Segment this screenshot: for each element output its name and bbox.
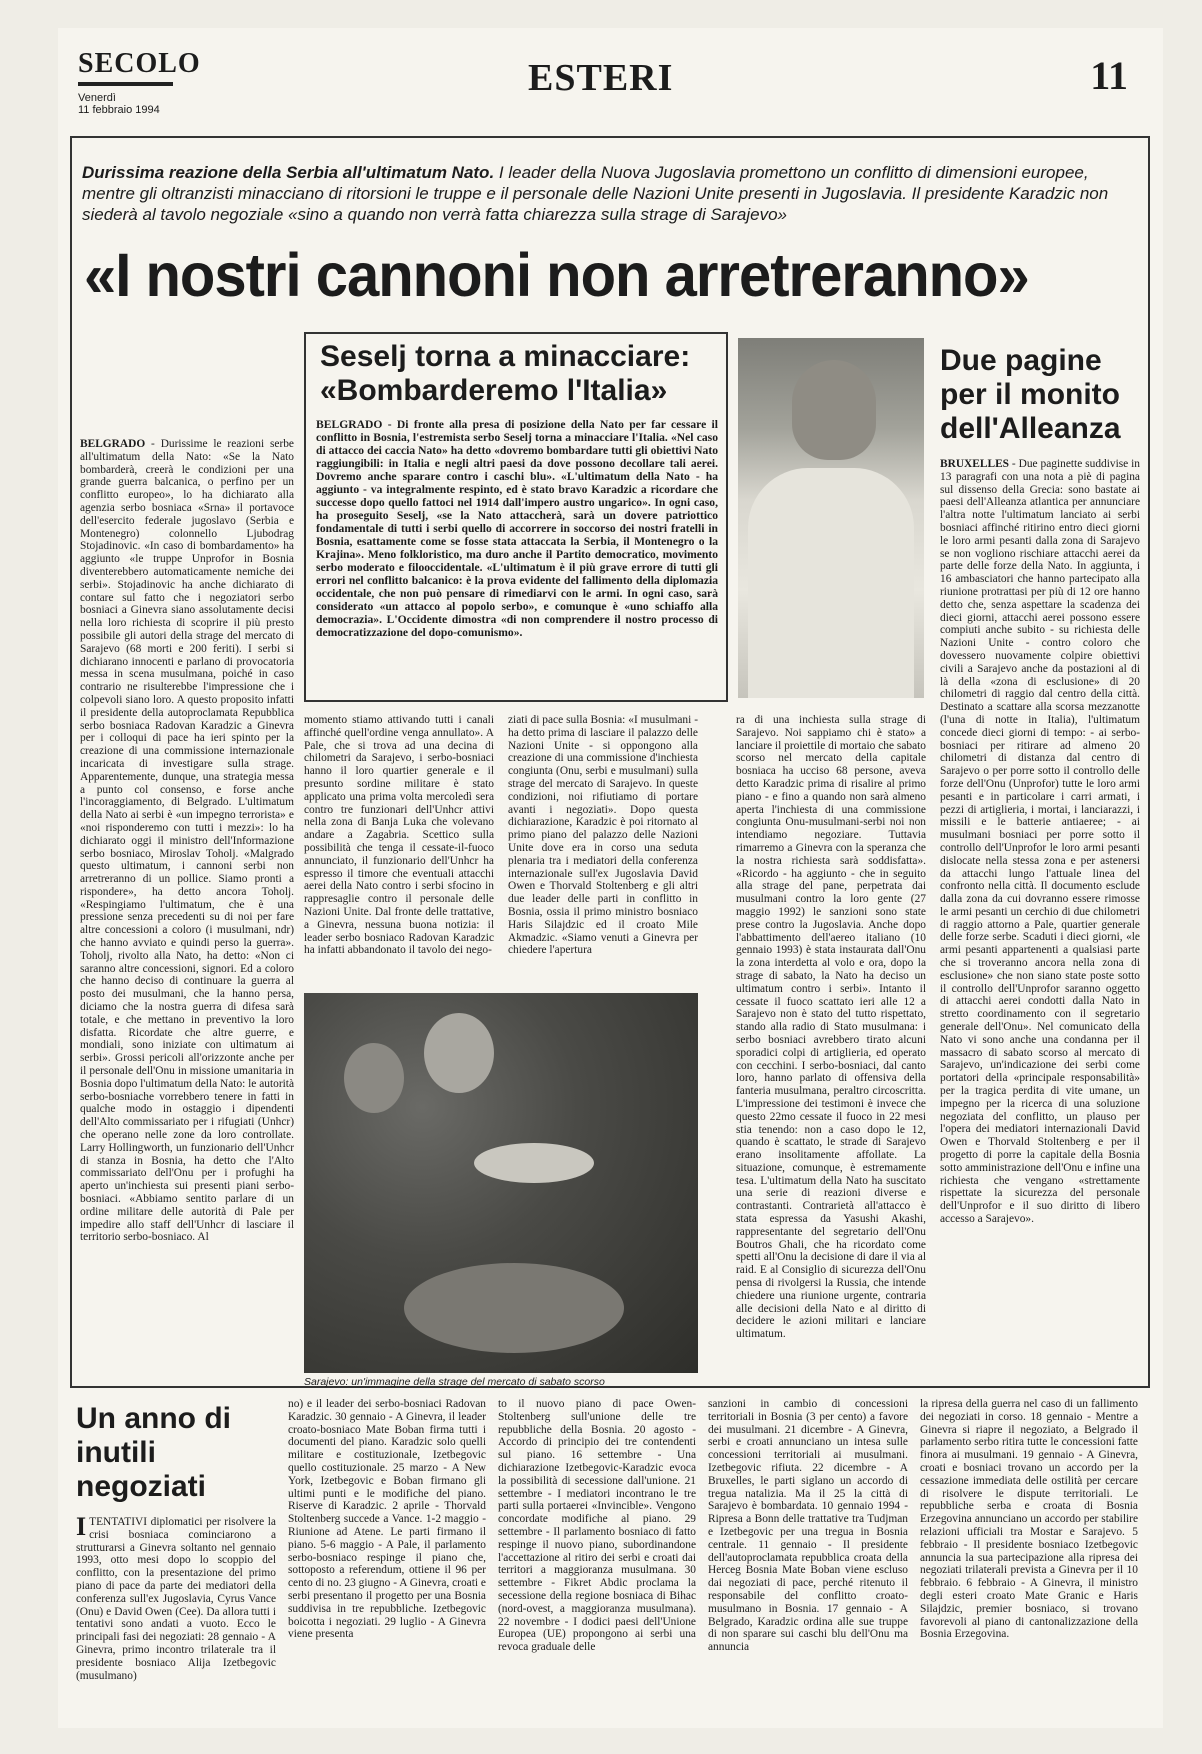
main-article-box: [70, 136, 1150, 1388]
masthead: [78, 40, 1148, 120]
seselj-photo: [738, 338, 924, 698]
negotiations-column-4: sanzioni in cambio di concessioni territoriali in Bosnia (3 per cento) a favore dei musulmani. 21 dicembre - A Ginevra, serbi e croati annunciano un intesa sulle concessioni territoriali ai musulmani. Izetbegovic rifiuta. 22 dicembre - A Bruxelles, le parti siglano un accordo di tregua natalizia. Ma il 25 la città di Sarajevo è bombardata. 10 gennaio 1994 - Ripresa a Bonn delle trattative tra Tudjman e Izetbegovic per una tregua in Bosnia centrale. 11 gennaio - Il presidente dell'autoproclamata repubblica croata della Herceg Bosnia Mate Boban viene escluso dai negoziati di pace, perché ritenuto il responsabile del conflitto croato-musulmano in Bosnia. 17 gennaio - A Belgrado, Karadzic ordina alle sue truppe di non sparare sui caschi blu dell'Onu ma annuncia: [708, 1398, 908, 1654]
nato-headline: Due pagine per il monito dell'Alleanza: [940, 344, 1121, 445]
nato-article: [940, 458, 1140, 1383]
negotiations-section: [70, 1398, 1150, 1718]
article-column-4: ra di una inchiesta sulla strage di Sarajevo. Noi sappiamo chi è stato» a lanciare il proiettile di mortaio che sabato scorso nel mercato della capitale bosniaca ha ucciso 68 persone, aveva detto Karadzic prima di risalire al primo piano - e fino a quando non sarà almeno aperta l'inchiesta di una commissione congiunta Onu-musulmani-serbi noi non intendiamo negoziare. Tuttavia rimarremo a Ginevra con la speranza che la nostra richiesta sarà soddisfatta». «Ricordo - ha aggiunto - che in seguito alla strage del pane, perpetrata dai musulmani contro la loro gente (27 maggio 1992) le sanzioni sono state prese contro la Jugoslavia. Anche dopo l'abbattimento dell'aereo italiano (10 gennaio 1993) è stata instaurata dall'Onu la zona interdetta al volo e ora, dopo la strage di sabato, la Nato ha deciso un ultimatum contro i serbi». Intanto il cessate il fuoco scattato ieri alle 12 a Sarajevo non è stato del tutto rispettato, stando alla radio di Stato musulmana: i serbo bosniaci avrebbero tirato alcuni sporadici colpi di artiglieria, ed operato con cecchini. I serbo-bosniaci, dal canto loro, hanno parlato di offensiva della fanteria musulmana, peraltro circoscritta. L'impressione dei testimoni è invece che questo 22mo cessate il fuoco in 22 mesi stia tenendo: non a caso dopo le 12, quando è scattato, le strade di Sarajevo erano insolitamente affollate. La situazione, comunque, è estremamente tesa. L'ultimatum della Nato ha suscitato una serie di reazioni diverse e contrastanti. Contrarietà all'attacco è stata espressa da Yasushi Akashi, rappresentante del segretario dell'Onu Boutros Ghali, che ha ricordato come spetti all'Onu la decisione di dare il via al raid. E al Consiglio di sicurezza dell'Onu pensa di rivolgersi la Russia, che intende chiedere una riunione urgente, contraria alle decisioni della Nato e al diritto di decidere le azioni militari e lanciare ultimatum.: [736, 714, 926, 1341]
photo-figure-shirt: [748, 468, 914, 698]
main-headline: «I nostri cannoni non arretreranno»: [84, 241, 1029, 310]
kicker-bold: Durissima reazione della Serbia all'ultimatum Nato.: [82, 163, 495, 182]
issue-day: Venerdì: [78, 92, 116, 104]
drop-cap: I: [76, 1516, 87, 1541]
negotiations-column-3: to il nuovo piano di pace Owen-Stoltenberg sull'unione delle tre repubbliche della Bosnia. 20 agosto - Accordo di principio dei tre contendenti sul piano. 16 settembre - Una dichiarazione Izetbegovic-Karadzic evoca la possibilità di secessione dall'unione. 21 settembre - I mediatori incontrano le tre parti sulla portaerei «Invincible». Vengono concordate modifiche al piano. 29 settembre - Il parlamento bosniaco di fatto respinge il nuovo piano, subordinandone l'accettazione al ritiro dei serbi e croati dai territori a maggioranza musulmana. 30 settembre - Fikret Abdic proclama la secessione della regione bosniaca di Bihac (nord-ovest, a maggioranza musulmana). 22 novembre - I dodici paesi dell'Unione Europea (UE) propongono ai serbi una revoca graduale delle: [498, 1398, 696, 1654]
photo-detail: [474, 1143, 594, 1183]
negotiations-column-1-text: TENTATIVI diplomatici per risolvere la crisi bosniaca cominciarono a strutturarsi a Ginevra soltanto nel gennaio 1993, otto mesi dopo lo scoppio del conflitto, con la presentazione del primo piano di pace da parte dei mediatori della conferenza sull'ex Jugoslavia, Cyrus Vance (Onu) e David Owen (Cee). Da allora tutti i tentativi sono andati a vuoto. Ecco le principali fasi dei negoziati: 28 gennaio - A Ginevra, primo incontro trilaterale tra il presidente bosniaco Alija Izetbegovic (musulmano): [76, 1516, 276, 1682]
seselj-box: [304, 332, 728, 702]
negotiations-column-2: no) e il leader dei serbo-bosniaci Radovan Karadzic. 30 gennaio - A Ginevra, il leader croato-bosniaco Mate Boban firma tutti i documenti del piano. Karadzic solo quelli militare e costituzionale, Izetbegovic quello costituzionale. 25 marzo - A New York, Izetbegovic e Boban firmano gli ultimi punti e le modifiche del piano. Riserve di Karadzic. 2 aprile - Thorvald Stoltenberg succede a Vance. 1-2 maggio - Riunione ad Atene. Le parti firmano il piano. 5-6 maggio - A Pale, il parlamento serbo-bosniaco respinge il piano che, sottoposto a referendum, ottiene il 96 per cento di no. 23 giugno - A Ginevra, croati e serbi presentano il progetto per una Bosnia suddivisa in tre repubbliche. Izetbegovic boicotta i negoziati. 29 luglio - A Ginevra viene presenta: [288, 1398, 486, 1641]
nato-article-text: - Due paginette suddivise in 13 paragrafi con una nota a piè di pagina sul dissenso della Grecia: sono bastate ai paesi dell'Alleanza atlantica per annunciare l'altra notte l'ultimatum lanciato ai serbi bosniaci affinché ritirino entro dieci giorni le loro armi pesanti dalla zona di Sarajevo se non vogliono rischiare attacchi aerei da parte delle forze della Nato. In aggiunta, i 16 ambasciatori che hanno partecipato alla riunione protrattasi per più di 12 ore hanno detto che, senza aspettare la scadenza dei dieci giorni, attacchi aerei possono essere compiuti anche subito - su richiesta delle Nazioni Unite - contro coloro che dovessero nuovamente colpire obiettivi civili a Sarajevo anche da postazioni al di là della «zona di esclusione» di 20 chilometri di raggio dal centro della città. Destinato a scattare alla scorsa mezzanotte (l'una di notte in Italia), l'ultimatum concede dieci giorni di tempo: - ai serbo-bosniaci per ritirare ad almeno 20 chilometri di distanza dal centro di Sarajevo o per porre sotto il controllo delle forze dell'Onu (Unprofor) tutte le loro armi pesanti e in particolare i carri armati, i pezzi di artiglieria, i mortai, i lanciarazzi, i missili e le batterie antiaeree; - ai musulmani bosniaci per porre sotto il controllo dell'Unprofor le loro armi pesanti dislocate nella stessa zona e per astenersi da attacchi lungo l'attuale linea del confronto nella città. Il documento esclude dalla zona da cui dovranno essere rimosse le armi pesanti un cerchio di due chilometri di raggio attorno a Pale, quartier generale delle forze serbe. Scaduti i dieci giorni, «le armi pesanti appartenenti a qualsiasi parte che si troveranno ancora nella zona di esclusione» che non siano state poste sotto il controllo dell'Unprofor saranno oggetto di attacchi aerei condotti dalla Nato in stretto coordinamento con il segretario generale dell'Onu». Nel comunicato della Nato vi sono anche una condanna per il massacro di sabato scorso al mercato di Sarajevo, un'indicazione dei serbi come portatori della «principale responsabilità» per la tragica perdita di vite umane, un impegno per la ricerca di una soluzione negoziata del conflitto, un plauso per l'opera dei mediatori internazionali David Owen e Thorvald Stoltenberg e per il progetto di porre la capitale della Bosnia sotto amministrazione dell'Onu e infine una richiesta che vengano «strettamente rispettate la sicurezza del personale dell'Unprofor e il suo diritto di libero accesso a Sarajevo».: [940, 458, 1140, 1226]
photo-detail: [404, 1263, 624, 1353]
newspaper-page: [58, 28, 1163, 1728]
column-1-text: - Durissime le reazioni serbe all'ultimatum della Nato: «Se la Nato bombarderà, creerà le condizioni per una grande guerra balcanica, o perfino per un conflitto europeo», lo ha dichiarato alla agenzia serbo bosniaca «Srna» il portavoce dell'esercito federale jugoslavo (Serbia e Montenegro) colonnello Ljubodrag Stojadinovic. «In caso di bombardamento» ha aggiunto «le truppe Unprofor in Bosnia diventerebbero automaticamente nemiche dei serbi». Stojadinovic ha anche dichiarato di contare sul fatto che i negoziatori serbo bosniaci a Ginevra siano assolutamente decisi nella loro richiesta di scoprire il più presto possibile gli autori della strage del mercato di Sarajevo (68 morti e 200 feriti). I serbi si dichiarano innocenti e parlano di provocatoria messa in scena musulmana, poiché in caso contrario ne risulterebbe l'impressione che i colpevoli siano loro. A questo proposito infatti il presidente della autoproclamata Repubblica serbo bosniaca Radovan Karadzic a Ginevra per i colloqui di pace ha ieri spinto per la creazione di una commissione internazionale incaricata di investigare sulla strage. Apparentemente, dunque, una strategia messa a punto col consenso, e forse anche l'incoraggiamento, di Belgrado. L'ultimatum della Nato ai serbi è «un impegno terrorista» e «noi risponderemo con tutti i mezzi»: lo ha dichiarato oggi il ministro dell'Informazione serbo bosniaco, Miroslav Toholj. «Malgrado questo ultimatum, i cannoni serbi non arretreranno di un pollice. Siamo pronti a rispondere», ha detto ancora Toholj. «Respingiamo l'ultimatum, che è una pressione senza precedenti su di noi per fare altre concessioni a coloro (i musulmani, ndr) che hanno avviato e quindi perso la guerra». Toholj, rivolto alla Nato, ha detto: «Non ci saranno altre concessioni, signori. Ed a coloro che hanno deciso di continuare la guerra al posto dei musulmani, che la hanno persa, diciamo che la nostra guerra di difesa sarà totale, e che mettano in preventivo la loro disfatta. Ricordate che altre guerre, e mondiali, sono iniziate con ultimatum ai serbi». Grossi pericoli all'orizzonte anche per il personale dell'Onu in missione umanitaria in Bosnia dopo l'ultimatum della Nato: le autorità serbo-bosniache vorrebbero tenere in fatti in qualche modo in ostaggio i dipendenti dell'Alto commissariato per i rifugiati (Unhcr) che operano nelle zone da loro controllate. Larry Hollingworth, un funzionario dell'Unhcr di stanza in Bosnia, ha detto che l'Alto commissariato dell'Onu per i profughi ha aperto un'inchiesta sui presenti piani serbo-bosniaci. «Abbiamo sentito parlare di un ordine militare delle autorità di Pale per impedire allo staff dell'Unhcr di lasciare il territorio serbo-bosniaco. Al: [80, 438, 294, 1244]
article-kicker: [82, 162, 1132, 225]
photo-person: [424, 1013, 494, 1093]
page-number: 11: [1090, 53, 1128, 98]
article-column-3: ziati di pace sulla Bosnia: «I musulmani - ha detto prima di lasciare il palazzo delle Nazioni Unite - si oppongono alla creazione di una commissione d'inchiesta congiunta (Onu, serbi e musulmani) sulla strage del mercato di Sarajevo. In queste condizioni, noi rifiutiamo di portare avanti i negoziati». Dopo questa dichiarazione, Karadzic è poi ritornato al primo piano del palazzo delle Nazioni Unite dove era in corso una seduta plenaria tra i mediatori della conferenza internazionale sull'ex Jugoslavia David Owen e Thorvald Stoltenberg e gli altri due leader delle parti in conflitto in Bosnia, ossia il primo ministro bosniaco Haris Silajdzic ed il croato Mile Akmadzic. «Siamo venuti a Ginevra per chiedere l'aperturа: [508, 714, 698, 957]
seselj-text: [316, 418, 718, 698]
article-column-1: [80, 438, 294, 1383]
issue-date: [78, 92, 160, 116]
sarajevo-market-photo: [304, 993, 698, 1373]
seselj-body: - Di fronte alla presa di posizione della Nato per far cessare il conflitto in Bosnia, l'estremista serbo Seselj torna a minacciare l'Italia. «Nel caso di attacco dei caccia Nato» ha detto «dovremo bombardare tutti gli obiettivi Nato raggiungibili: in Italia e negli altri paesi da dove possono decollare tali aerei. Dovremo anche sparare contro i caschi blu». «L'ultimatum della Nato - ha aggiunto - va integralmente respinto, ed è stato bravo Karadzic a ricordare che successe dopo quello fattoci nel 1914 dall'impero austro ungarico». In ogni caso, ha proseguito Seselj, «se la Nato attaccherà, sarà un dovere patriottico fondamentale di tutti i serbi quello di accorrere in soccorso dei nostri fratelli in Bosnia, esattamente come se fosse stata attaccata la Serbia, il Montenegro o la Krajina». Meno folkloristico, ma duro anche il Partito democratico, movimento serbo moderato e filooccidentale. «L'ultimatum è il più grave errore di tutti gli errori nel conflitto balcanico: è la prova evidente del fallimento della diplomazia occidentale, che non può pensare di rimediarvi con le armi. In ogni caso, sarà considerato «un attacco al popolo serbo», e comunque è «uno schiaffo alla democrazia». L'Occidente dimostra «di non comprendere il nostro processo di democratizzazione del dopo-comunismo».: [316, 418, 718, 639]
negotiations-column-1: [76, 1516, 276, 1716]
article-column-2: momento stiamo attivando tutti i canali affinché quell'ordine venga annullato». A Pale, che si trova ad una decina di chilometri da Sarajevo, i serbo-bosniaci hanno il loro quartier generale e il presunto sordine militare è stato applicato una prima volta mercoledì sera contro tre funzionari dell'Unhcr attivi nella zona di Banja Luka che volevano andare a Zagabria. Scettico sulla possibilità che tenga il cessate-il-fuoco annunciato, il funzionario dell'Unhcr ha espresso il timore che eventuali attacchi aerei della Nato contro i serbi sfocino in rappresaglie contro il personale delle Nazioni Unite. Dal fronte delle trattative, a Ginevra, nessuna buona notizia: il leader serbo bosniaco Radovan Karadzic ha infatti abbandonato il tavolo dei nego-: [304, 714, 494, 957]
dateline-belgrado: BELGRADO: [80, 438, 146, 450]
photo-person: [344, 1043, 404, 1113]
photo-caption: Sarajevo: un'immagine della strage del mercato di sabato scorso: [304, 1376, 605, 1388]
negotiations-column-5: la ripresa della guerra nel caso di un fallimento dei negoziati in corso. 18 gennaio - Mentre a Ginevra si riapre il negoziato, a Belgrado il parlamento serbo ritira tutte le concessioni fatte finora ai musulmani. 19 gennaio - A Ginevra, croati e bosniaci trovano un accordo per la cessazione immediata delle ostilità per cercare di risolvere le dispute territoriali. Le repubbliche serba e croata di Bosnia Erzegovina annunciano un accordo per stabilire relazioni ufficiali tra Mostar e Sarajevo. 5 febbraio - Il presidente bosniaco Izetbegovic annuncia la sua partecipazione alla ripresa dei negoziati trilaterali prevista a Ginevra per il 10 febbraio. 6 febbraio - A Ginevra, il ministro degli esteri croato Mate Granic e Haris Silajdzic, premier bosniaco, si trovano favorevoli al piano di cantonalizzazione della Bosnia Erzegovina.: [920, 1398, 1138, 1641]
section-title: ESTERI: [528, 57, 674, 99]
kicker-text: I leader della Nuova Jugoslavia promettono un conflitto di dimensioni europee, mentre gli oltranzisti minacciano di ritorsioni le truppe e il personale delle Nazioni Unite presenti in Jugoslavia. Il presidente Karadzic non siederà al tavolo negoziale «sino a quando non verrà fatta chiarezza sulla strage di Sarajevo»: [82, 163, 1109, 224]
issue-full-date: 11 febbraio 1994: [78, 104, 160, 116]
seselj-headline: Seselj torna a minacciare: «Bombarderemo l'Italia»: [320, 340, 691, 407]
seselj-dateline: BELGRADO: [316, 418, 383, 431]
logo-rule: [78, 82, 173, 86]
dateline-bruxelles: BRUXELLES: [940, 458, 1010, 470]
photo-figure-head: [792, 360, 876, 460]
negotiations-headline: Un anno di inutili negoziati: [76, 1402, 231, 1503]
newspaper-logo: SECOLO: [78, 48, 201, 79]
